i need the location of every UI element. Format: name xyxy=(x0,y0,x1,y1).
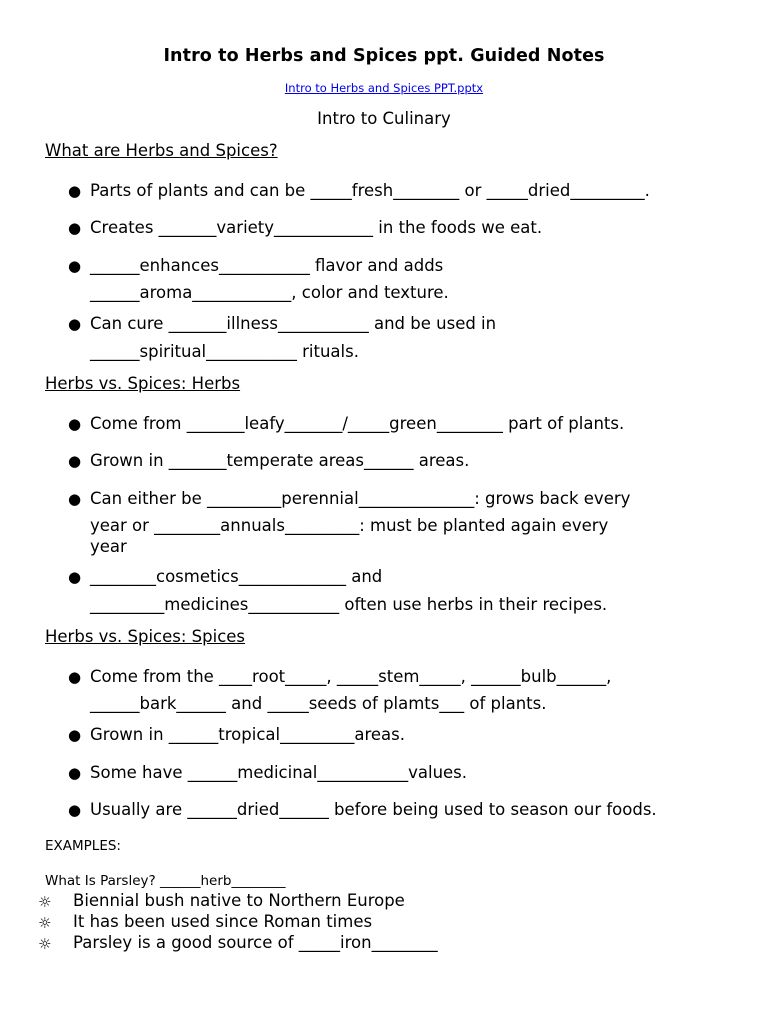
example-question: What Is Parsley? ______herb________ xyxy=(45,873,286,889)
pptx-link[interactable]: Intro to Herbs and Spices PPT.pptx xyxy=(284,81,484,95)
bullet-icon: ● xyxy=(68,568,82,586)
item-text: Can cure _______illness___________ and be used in xyxy=(90,314,497,333)
section-heading-herbs: Herbs vs. Spices: Herbs xyxy=(45,374,241,393)
sun-bullet-icon: ☼ xyxy=(38,935,52,953)
bullet-icon: ● xyxy=(68,257,82,275)
bullet-icon: ● xyxy=(68,315,82,333)
item-text: Come from _______leafy_______/_____green________ part of plants. xyxy=(90,414,625,433)
document-title: Intro to Herbs and Spices ppt. Guided Notes xyxy=(163,46,605,66)
bullet-icon: ● xyxy=(68,764,82,782)
item-text: Creates _______variety____________ in the foods we eat. xyxy=(90,218,543,237)
item-text: ______enhances___________ flavor and adds xyxy=(90,256,444,275)
bullet-icon: ● xyxy=(68,452,82,470)
sun-bullet-icon: ☼ xyxy=(38,914,52,932)
bullet-icon: ● xyxy=(68,219,82,237)
item-text: ______spiritual___________ rituals. xyxy=(90,342,359,361)
bullet-icon: ● xyxy=(68,490,82,508)
item-text: Grown in ______tropical_________areas. xyxy=(90,725,405,744)
item-text: year xyxy=(90,537,127,556)
bullet-icon: ● xyxy=(68,415,82,433)
item-text: Grown in _______temperate areas______ areas. xyxy=(90,451,470,470)
item-text: Come from the ____root_____, _____stem_____, ______bulb______, xyxy=(90,667,612,686)
bullet-icon: ● xyxy=(68,182,82,200)
examples-label: EXAMPLES: xyxy=(45,838,121,854)
section-heading-what-are: What are Herbs and Spices? xyxy=(45,141,278,160)
example-fact: Biennial bush native to Northern Europe xyxy=(73,891,405,910)
document-subtitle: Intro to Culinary xyxy=(317,109,451,128)
example-fact: It has been used since Roman times xyxy=(73,912,373,931)
item-text: Can either be _________perennial______________: grows back every xyxy=(90,489,631,508)
item-text: Parts of plants and can be _____fresh________ or _____dried_________. xyxy=(90,181,650,200)
item-text: ________cosmetics_____________ and xyxy=(90,567,383,586)
item-text: Some have ______medicinal___________values. xyxy=(90,763,468,782)
item-text: year or ________annuals_________: must be planted again every xyxy=(90,516,609,535)
item-text: _________medicines___________ often use herbs in their recipes. xyxy=(90,595,608,614)
bullet-icon: ● xyxy=(68,668,82,686)
section-heading-spices: Herbs vs. Spices: Spices xyxy=(45,627,246,646)
example-fact: Parsley is a good source of _____iron________ xyxy=(73,933,438,952)
bullet-icon: ● xyxy=(68,726,82,744)
item-text: ______aroma____________, color and texture. xyxy=(90,283,449,302)
sun-bullet-icon: ☼ xyxy=(38,893,52,911)
item-text: Usually are ______dried______ before being used to season our foods. xyxy=(90,800,657,819)
item-text: ______bark______ and _____seeds of plamts___ of plants. xyxy=(90,694,547,713)
bullet-icon: ● xyxy=(68,801,82,819)
